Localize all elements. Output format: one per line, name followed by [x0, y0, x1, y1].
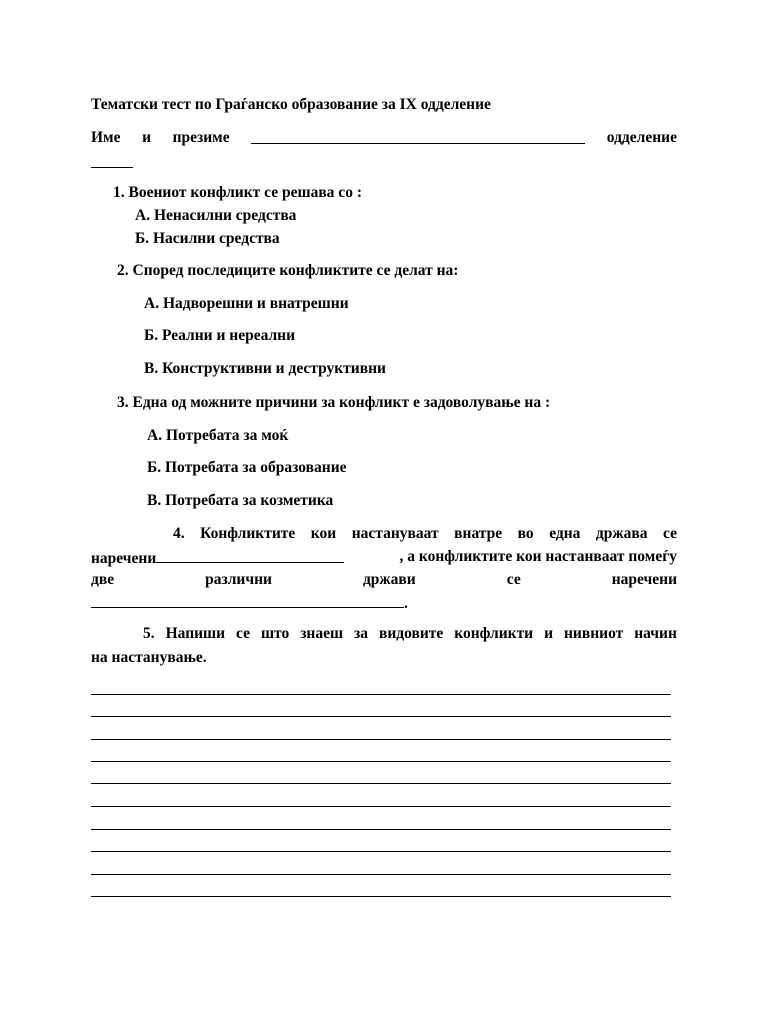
- surname-label: презиме: [172, 129, 230, 146]
- answer-line[interactable]: [91, 694, 671, 695]
- question-5-line-2: на настанување.: [91, 649, 207, 666]
- q5-word: се: [236, 625, 250, 642]
- q4-word: различни: [205, 571, 272, 588]
- q4-word: две: [91, 571, 115, 588]
- answer-line[interactable]: [91, 829, 671, 830]
- q5-word: Напиши: [165, 625, 226, 642]
- q4-external-blank[interactable]: [91, 592, 404, 608]
- name-blank[interactable]: [251, 128, 585, 144]
- q4-period: .: [404, 595, 408, 612]
- question-4-line-2: [91, 547, 677, 569]
- answer-line[interactable]: [91, 739, 671, 740]
- q4-word: се: [663, 525, 677, 542]
- q4-named-label: наречени: [91, 550, 157, 567]
- grade-blank[interactable]: [91, 150, 133, 168]
- q4-word: кои: [310, 525, 337, 542]
- q4-word: внатре: [454, 525, 503, 542]
- page-title: Тематски тест по Граѓанско образование за IX одделение: [91, 96, 491, 113]
- q3-option-b[interactable]: Б. Потребата за образование: [147, 459, 347, 476]
- q2-option-c[interactable]: В. Конструктивни и деструктивни: [144, 360, 386, 377]
- question-2: 2. Според последиците конфликтите се делат на:: [117, 262, 459, 279]
- q4-word: Конфликтите: [200, 525, 296, 542]
- q5-word: за: [354, 625, 369, 642]
- q4-word: држава: [595, 525, 648, 542]
- q5-word: нивниот: [564, 625, 624, 642]
- name-row: [91, 128, 677, 148]
- q4-internal-blank[interactable]: [156, 547, 344, 563]
- answer-line[interactable]: [91, 761, 671, 762]
- q4-between-text: , а конфликтите кои настанваат помеѓу: [399, 548, 677, 565]
- q4-word: една: [549, 525, 581, 542]
- q5-word: што: [260, 625, 290, 642]
- answer-line[interactable]: [91, 806, 671, 807]
- question-5-line-1: [143, 624, 677, 644]
- q5-word: 5.: [143, 625, 155, 642]
- answer-line[interactable]: [91, 716, 671, 717]
- q2-option-b[interactable]: Б. Реални и нереални: [144, 327, 296, 344]
- q5-word: конфликти: [454, 625, 534, 642]
- q5-word: знаеш: [300, 625, 344, 642]
- q4-word: држави: [362, 571, 416, 588]
- grade-label: одделение: [606, 129, 677, 146]
- q3-option-c[interactable]: В. Потребата за козметика: [147, 492, 334, 509]
- question-4-line-1: [173, 524, 677, 544]
- q4-word: настануваат: [351, 525, 439, 542]
- q4-word: во: [517, 525, 534, 542]
- q4-word: наречени: [611, 571, 677, 588]
- q5-word: и: [544, 625, 554, 642]
- question-1: 1. Воениот конфликт се решава со :: [113, 184, 362, 201]
- answer-line[interactable]: [91, 896, 671, 897]
- q4-word: 4.: [173, 525, 185, 542]
- answer-line[interactable]: [91, 783, 671, 784]
- answer-line[interactable]: [91, 874, 671, 875]
- question-3: 3. Една од можните причини за конфликт е задоволување на :: [117, 394, 551, 411]
- answer-line[interactable]: [91, 851, 671, 852]
- question-4-line-3: [91, 570, 677, 590]
- q1-option-b[interactable]: Б. Насилни средства: [135, 230, 280, 247]
- and-label: и: [142, 129, 152, 146]
- question-4-line-4: [91, 592, 408, 614]
- name-label: Име: [91, 129, 121, 146]
- q1-option-a[interactable]: А. Ненасилни средства: [135, 207, 297, 224]
- q3-option-a[interactable]: А. Потребата за моќ: [147, 427, 289, 444]
- q2-option-a[interactable]: А. Надворешни и внатрешни: [144, 295, 349, 312]
- q4-word: се: [506, 571, 521, 588]
- q5-word: начин: [634, 625, 677, 642]
- q5-word: видовите: [378, 625, 444, 642]
